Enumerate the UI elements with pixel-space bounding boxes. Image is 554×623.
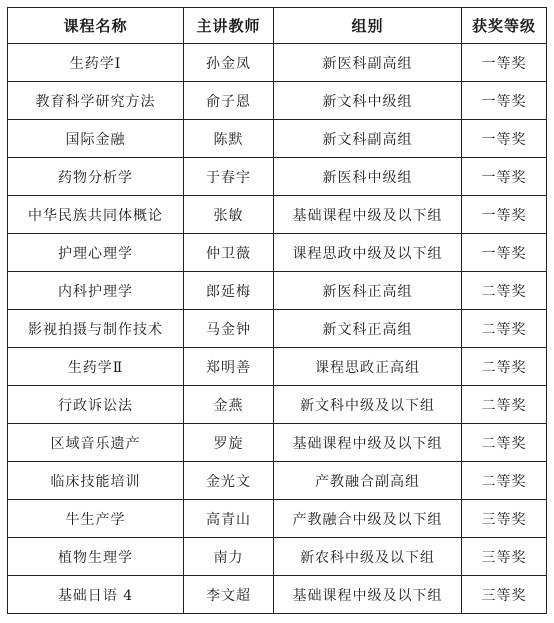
table-header-row <box>8 8 547 44</box>
cell-award-level: 一等奖 <box>462 82 547 120</box>
cell-course-name: 行政诉讼法 <box>8 386 184 424</box>
cell-group: 新文科副高组 <box>274 120 462 158</box>
cell-teacher: 郑明善 <box>184 348 274 386</box>
cell-group: 基础课程中级及以下组 <box>274 196 462 234</box>
cell-course-name: 区域音乐遗产 <box>8 424 184 462</box>
table-row <box>8 44 547 82</box>
table-row <box>8 424 547 462</box>
cell-teacher: 南力 <box>184 538 274 576</box>
table-row <box>8 82 547 120</box>
cell-course-name: 植物生理学 <box>8 538 184 576</box>
cell-teacher: 郎延梅 <box>184 272 274 310</box>
table-row <box>8 234 547 272</box>
cell-course-name: 药物分析学 <box>8 158 184 196</box>
header-group: 组别 <box>274 8 462 44</box>
cell-group: 课程思政正高组 <box>274 348 462 386</box>
cell-teacher: 仲卫薇 <box>184 234 274 272</box>
cell-group: 新医科副高组 <box>274 44 462 82</box>
cell-award-level: 二等奖 <box>462 386 547 424</box>
cell-course-name: 内科护理学 <box>8 272 184 310</box>
header-award-level: 获奖等级 <box>462 8 547 44</box>
cell-course-name: 生药学Ⅰ <box>8 44 184 82</box>
table-row <box>8 386 547 424</box>
cell-course-name: 影视拍摄与制作技术 <box>8 310 184 348</box>
cell-award-level: 二等奖 <box>462 348 547 386</box>
cell-teacher: 高青山 <box>184 500 274 538</box>
cell-group: 基础课程中级及以下组 <box>274 576 462 614</box>
table-row <box>8 196 547 234</box>
cell-course-name: 基础日语 4 <box>8 576 184 614</box>
cell-course-name: 国际金融 <box>8 120 184 158</box>
table-row <box>8 500 547 538</box>
table-row <box>8 158 547 196</box>
cell-award-level: 三等奖 <box>462 538 547 576</box>
table-row <box>8 310 547 348</box>
table-row <box>8 272 547 310</box>
cell-group: 基础课程中级及以下组 <box>274 424 462 462</box>
cell-teacher: 马金钟 <box>184 310 274 348</box>
cell-course-name: 生药学Ⅱ <box>8 348 184 386</box>
cell-course-name: 中华民族共同体概论 <box>8 196 184 234</box>
cell-group: 新文科中级及以下组 <box>274 386 462 424</box>
cell-group: 产教融合中级及以下组 <box>274 500 462 538</box>
cell-group: 课程思政中级及以下组 <box>274 234 462 272</box>
table-row <box>8 462 547 500</box>
cell-group: 产教融合副高组 <box>274 462 462 500</box>
cell-course-name: 牛生产学 <box>8 500 184 538</box>
award-table <box>7 7 547 614</box>
cell-group: 新医科正高组 <box>274 272 462 310</box>
cell-award-level: 一等奖 <box>462 120 547 158</box>
cell-course-name: 临床技能培训 <box>8 462 184 500</box>
cell-award-level: 一等奖 <box>462 196 547 234</box>
cell-course-name: 教育科学研究方法 <box>8 82 184 120</box>
cell-award-level: 三等奖 <box>462 500 547 538</box>
cell-teacher: 张敏 <box>184 196 274 234</box>
cell-teacher: 李文超 <box>184 576 274 614</box>
cell-award-level: 二等奖 <box>462 424 547 462</box>
cell-teacher: 陈默 <box>184 120 274 158</box>
table-row <box>8 576 547 614</box>
header-teacher: 主讲教师 <box>184 8 274 44</box>
cell-award-level: 二等奖 <box>462 462 547 500</box>
cell-course-name: 护理心理学 <box>8 234 184 272</box>
cell-group: 新文科正高组 <box>274 310 462 348</box>
table-row <box>8 348 547 386</box>
table-row <box>8 538 547 576</box>
cell-teacher: 孙金凤 <box>184 44 274 82</box>
table-body <box>8 44 547 614</box>
table-row <box>8 120 547 158</box>
cell-teacher: 金光文 <box>184 462 274 500</box>
cell-teacher: 俞子恩 <box>184 82 274 120</box>
cell-award-level: 三等奖 <box>462 576 547 614</box>
header-course-name: 课程名称 <box>8 8 184 44</box>
cell-teacher: 金燕 <box>184 386 274 424</box>
cell-award-level: 二等奖 <box>462 272 547 310</box>
cell-group: 新农科中级及以下组 <box>274 538 462 576</box>
cell-award-level: 一等奖 <box>462 234 547 272</box>
cell-teacher: 罗旋 <box>184 424 274 462</box>
cell-award-level: 一等奖 <box>462 44 547 82</box>
cell-group: 新医科中级组 <box>274 158 462 196</box>
cell-group: 新文科中级组 <box>274 82 462 120</box>
cell-award-level: 一等奖 <box>462 158 547 196</box>
cell-award-level: 二等奖 <box>462 310 547 348</box>
cell-teacher: 于春宇 <box>184 158 274 196</box>
